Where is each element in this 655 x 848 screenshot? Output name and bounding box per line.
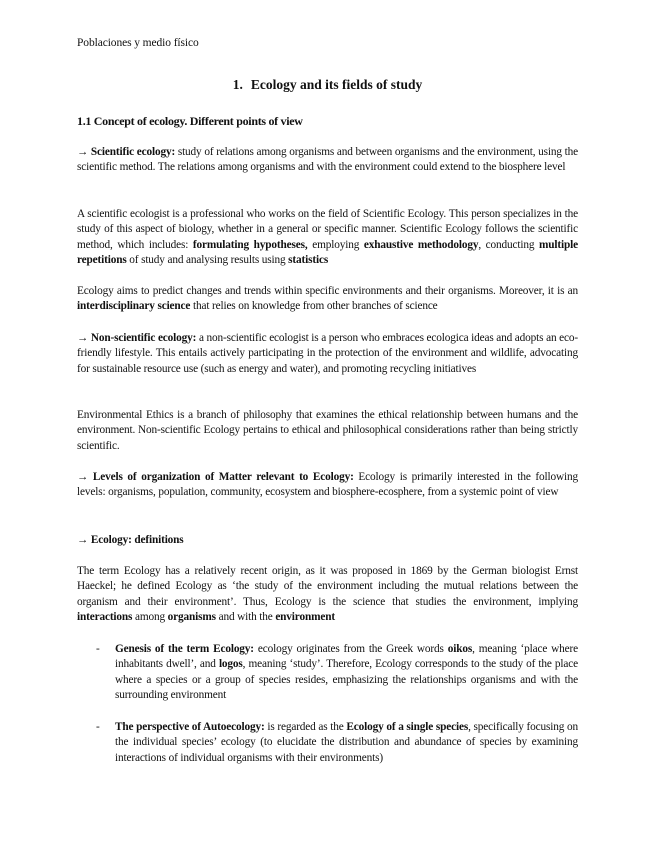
bold-term: Genesis of the term Ecology:	[115, 643, 254, 655]
list-item-text	[115, 720, 578, 766]
list-item-autoecology	[96, 720, 578, 766]
term-non-scientific-ecology: Non-scientific ecology:	[90, 332, 197, 344]
chapter-number: 1.	[232, 77, 243, 92]
list-dash: -	[96, 643, 100, 655]
paragraph-text: Ecology aims to predict changes and trends within specific environments and their organisms. Moreover, it is an	[77, 285, 578, 297]
bold-term: oikos	[447, 643, 473, 655]
paragraph-text: , conducting	[478, 238, 540, 251]
bold-term: The perspective of Autoecology:	[115, 721, 265, 733]
chapter-title	[77, 77, 578, 93]
term-levels-of-organization: Levels of organization of Matter relevant to Ecology:	[92, 471, 354, 483]
paragraph-non-scientific-ecology	[77, 331, 578, 377]
paragraph-text: of study and analysing results using	[126, 254, 289, 267]
bold-term: exhaustive methodology	[363, 238, 479, 251]
section-heading: 1.1 Concept of ecology. Different points of view	[77, 114, 303, 128]
bold-term: organisms	[167, 611, 216, 624]
paragraph-text: and with the	[215, 611, 276, 624]
paragraph-text: ecology originates from the Greek words	[253, 643, 448, 655]
paragraph-scientific-ecology	[77, 145, 578, 176]
paragraph-text: employing	[307, 238, 364, 251]
bold-term: interactions	[77, 611, 133, 624]
bold-term: statistics	[288, 254, 329, 267]
paragraph-text: a non-scientific ecologist is a person who embraces ecologica ideas and adopts an eco-friendly lifestyle. This entails actively participating in the protection of the environment and wildlife, advocating for sustainable resource use (such as energy and water), and promoting recycling initiatives	[77, 332, 578, 375]
paragraph-environmental-ethics: Environmental Ethics is a branch of philosophy that examines the ethical relationship between humans and the environment. Non-scientific Ecology pertains to ethical and philosophical considerations rather than being strictly scientific.	[77, 409, 578, 452]
paragraph-text: that relies on knowledge from other branches of science	[190, 300, 438, 313]
paragraph-term-ecology	[77, 564, 578, 626]
bold-term: formulating hypotheses,	[192, 238, 308, 251]
paragraph-text: is regarded as the	[264, 721, 347, 733]
heading-ecology-definitions	[77, 533, 578, 548]
list-item-genesis	[96, 642, 578, 704]
running-header: Poblaciones y medio físico	[77, 37, 199, 49]
bold-term: logos	[218, 658, 243, 671]
paragraph-text: Ecology is primarily interested in the following levels: organisms, population, community, ecosystem and biosphere-ecosphere, from a systemic point of view	[77, 471, 578, 499]
list-item-text	[115, 642, 578, 704]
paragraph-ecology-aims	[77, 284, 578, 315]
paragraph-levels-of-organization	[77, 470, 578, 501]
arrow-icon: →	[77, 146, 89, 158]
paragraph-scientific-ecologist	[77, 207, 578, 269]
arrow-icon: →	[77, 534, 89, 546]
bold-term: multiple repetitions	[77, 238, 578, 267]
arrow-icon: →	[77, 332, 89, 344]
chapter-title-text: Ecology and its fields of study	[250, 77, 423, 92]
paragraph-text: among	[132, 611, 168, 624]
bold-term: environment	[275, 611, 335, 624]
list-dash: -	[96, 721, 100, 733]
paragraph-text: , meaning ‘place where inhabitants dwell’, and	[115, 643, 578, 671]
paragraph-text: The term Ecology has a relatively recent origin, as it was proposed in 1869 by the German biologist Ernst Haeckel; he defined Ecology as ‘the study of the environment including the mutual relations between the organism and their environment’. Thus, Ecology is the science that studies the environment, implying	[77, 565, 578, 608]
bold-term: Ecology of a single species	[346, 721, 469, 733]
paragraph-text: , meaning ‘study’. Therefore, Ecology corresponds to the study of the place where a species or a group of species resides, emphasizing the relationships organisms and with the surrounding environment	[115, 658, 578, 702]
arrow-icon: →	[77, 471, 89, 483]
paragraph-text: A scientific ecologist is a professional who works on the field of Scientific Ecology. This person specializes in the study of this aspect of biology, whether in a general or specific manner. Scientific Ecology follows the scientific method, which includes:	[77, 208, 578, 251]
paragraph-text: , specifically focusing on the individual species’ ecology (to elucidate the distribution and abundance of species by examining interactions of individual organisms with their environments)	[115, 721, 578, 764]
term-scientific-ecology: Scientific ecology:	[90, 146, 176, 158]
term-ecology-definitions: Ecology: definitions	[90, 534, 184, 546]
bold-term: interdisciplinary science	[77, 300, 191, 313]
paragraph-text: study of relations among organisms and between organisms and the environment, using the scientific method. The relations among organisms and with the environment could extend to the biosphere level	[77, 146, 578, 174]
